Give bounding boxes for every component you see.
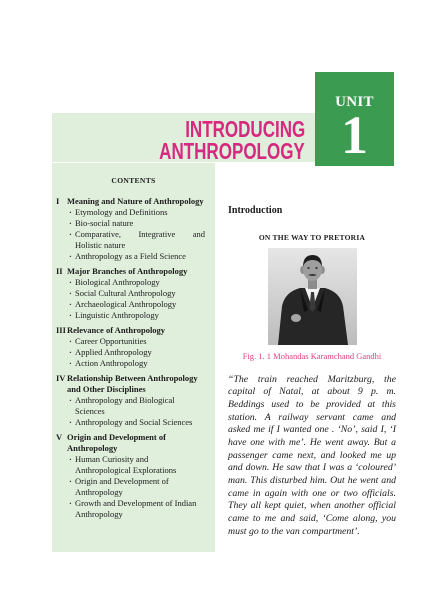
contents-item (52, 336, 215, 347)
item-line: · Origin and Development of (75, 475, 169, 486)
contents-item (52, 454, 215, 476)
section-title-line: Origin and Development of (67, 431, 166, 442)
contents-item (52, 218, 215, 229)
section-heading (52, 266, 215, 277)
item-line: · Archaeological Anthropology (75, 298, 177, 309)
chapter-title-line-2: ANTHROPOLOGY (159, 137, 305, 164)
section-title-line: Relationship Between Anthropology (67, 372, 198, 383)
quote-line: must go to the van compartment’. (228, 525, 360, 537)
item-line: Anthropology (75, 508, 123, 519)
quote-line: They all kept quiet, when another official (228, 500, 396, 512)
contents-section-i (52, 196, 215, 262)
item-line: · Human Curiosity and (75, 453, 149, 464)
contents-item (52, 207, 215, 218)
contents-item (52, 395, 215, 417)
contents-item (52, 229, 215, 251)
portrait-photo (268, 248, 357, 345)
item-line: Anthropological Explorations (75, 464, 177, 475)
quote-line: have one with me’. He went away. But a (228, 437, 396, 449)
contents-item (52, 476, 215, 498)
gandhi-quote (228, 374, 396, 539)
quote-line: station. A railway servant came and (228, 411, 396, 423)
item-line: · Applied Anthropology (75, 346, 152, 357)
quote-line: Beddings used to be provided at this (228, 399, 396, 411)
quote-line: came to me and said, ‘Come along, you (228, 513, 396, 525)
contents-item (52, 310, 215, 321)
section-heading (52, 432, 215, 454)
contents-item (52, 251, 215, 262)
contents-item (52, 358, 215, 369)
section-title-line: Meaning and Nature of Anthropology (67, 195, 204, 206)
contents-item (52, 347, 215, 358)
section-title-line: Major Branches of Anthropology (67, 265, 188, 276)
section-numeral: II (56, 265, 63, 276)
contents-section-ii (52, 266, 215, 321)
contents-item (52, 288, 215, 299)
item-line: · Bio-social nature (75, 217, 134, 228)
item-line: Anthropology (75, 486, 123, 497)
section-heading (52, 196, 215, 207)
section-heading (52, 373, 215, 395)
section-title-line: and Other Disciplines (67, 383, 146, 394)
section-numeral: V (56, 431, 63, 442)
item-line: · Anthropology and Social Sciences (75, 416, 193, 427)
item-line: · Linguistic Anthropology (75, 309, 159, 320)
section-heading (52, 325, 215, 336)
chapter-title-line-1: INTRODUCING (184, 115, 305, 142)
contents-section-iii (52, 325, 215, 369)
section-title-line: Anthropology (67, 442, 118, 453)
section-title-line: Relevance of Anthropology (67, 324, 166, 335)
quote-line: man. This disturbed him. Out he went and (228, 475, 396, 487)
item-line: · Comparative, Integrative and (75, 228, 205, 239)
quote-line: passenger came next, and looked me up (228, 449, 396, 461)
item-line: · Anthropology and Biological (75, 394, 175, 405)
quote-line: came in again with one or two officials. (228, 487, 396, 499)
quote-line: asked me if I wanted one . ‘No’, said I, ‘I (228, 424, 396, 436)
unit-badge (315, 72, 394, 166)
introduction-heading: Introduction (228, 205, 283, 216)
item-line: · Anthropology as a Field Science (75, 250, 186, 261)
figure-caption: Fig. 1. 1 Mohandas Karamchand Gandhi (242, 351, 382, 361)
item-line: Sciences (75, 405, 105, 416)
quote-line: capital of Natal, at about 9 p. m. (228, 386, 396, 398)
contents-item (52, 498, 215, 520)
contents-item (52, 299, 215, 310)
section-numeral: III (56, 324, 66, 335)
story-subheading: ON THE WAY TO PRETORIA (258, 233, 366, 242)
contents-heading: CONTENTS (111, 175, 156, 185)
unit-label: UNIT (335, 94, 374, 110)
contents-section-iv (52, 373, 215, 428)
quote-line: “The train reached Maritzburg, the (228, 373, 396, 385)
contents-section-v (52, 432, 215, 520)
item-line: Holistic nature (75, 239, 126, 250)
contents-item (52, 417, 215, 428)
unit-number: 1 (341, 105, 368, 165)
section-numeral: I (56, 195, 60, 206)
item-line: · Career Opportunities (75, 335, 147, 346)
item-line: · Social Cultural Anthropology (75, 287, 176, 298)
contents-item (52, 277, 215, 288)
chapter-title-banner (52, 113, 315, 162)
item-line: · Biological Anthropology (75, 276, 160, 287)
contents-list (52, 196, 215, 520)
section-numeral: IV (56, 372, 66, 383)
item-line: · Action Anthropology (75, 357, 148, 368)
item-line: · Etymology and Definitions (75, 206, 168, 217)
quote-line: and down. He saw that I was a ‘coloured’ (228, 462, 396, 474)
item-line: · Growth and Development of Indian (75, 497, 197, 508)
